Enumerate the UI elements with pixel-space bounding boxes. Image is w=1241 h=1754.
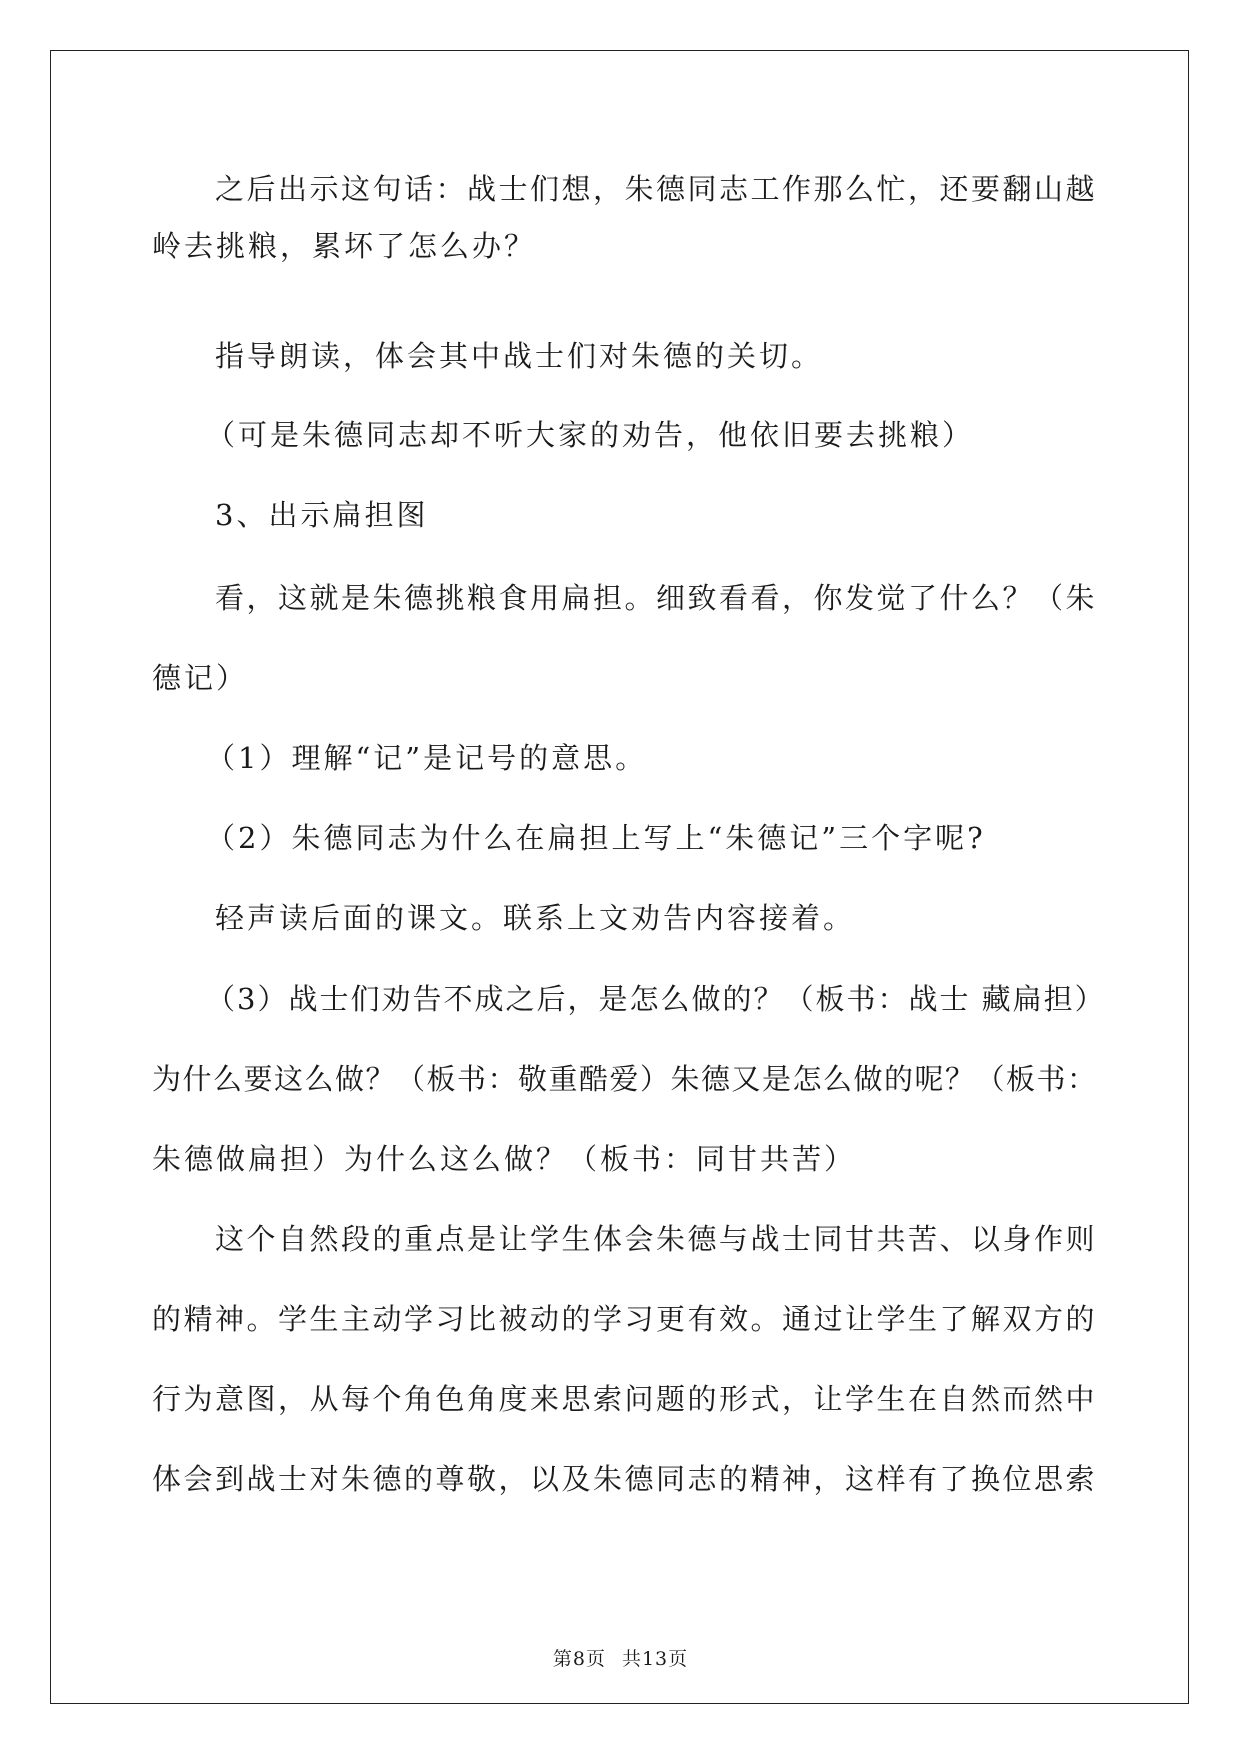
text-line: （3）战士们劝告不成之后，是怎么做的？（板书：战士 藏扁担） (206, 982, 1106, 1016)
text-line: 看，这就是朱德挑粮食用扁担。细致看看，你发觉了什么？（朱 (215, 581, 1098, 615)
text-line: （2）朱德同志为什么在扁担上写上“朱德记”三个字呢? (206, 821, 986, 855)
text-line: 行为意图，从每个角色角度来思索问题的形式，让学生在自然而然中 (152, 1382, 1098, 1416)
text-line: 岭去挑粮，累坏了怎么办？ (152, 229, 537, 263)
page-total: 共13页 (621, 1648, 689, 1670)
text-line: 为什么要这么做？（板书：敬重酷爱）朱德又是怎么做的呢？（板书： (152, 1062, 1098, 1096)
text-line: 轻声读后面的课文。联系上文劝告内容接着。 (215, 901, 856, 935)
text-line: 德记） (152, 661, 249, 695)
text-line: （可是朱德同志却不听大家的劝告，他依旧要去挑粮） (206, 418, 975, 452)
text-line: 体会到战士对朱德的尊敬，以及朱德同志的精神，这样有了换位思索 (152, 1462, 1098, 1496)
page-footer (0, 1644, 1241, 1671)
text-line: 3、出示扁担图 (215, 498, 429, 532)
text-line: 朱德做扁担）为什么这么做？（板书：同甘共苦） (152, 1142, 857, 1176)
text-line: （1）理解“记”是记号的意思。 (206, 741, 648, 775)
text-line: 之后出示这句话：战士们想，朱德同志工作那么忙，还要翻山越 (215, 172, 1098, 206)
page-border (50, 50, 1189, 1704)
text-line: 的精神。学生主动学习比被动的学习更有效。通过让学生了解双方的 (152, 1302, 1098, 1336)
text-line: 这个自然段的重点是让学生体会朱德与战士同甘共苦、以身作则 (215, 1222, 1098, 1256)
page-number: 第8页 (552, 1648, 606, 1670)
text-line: 指导朗读，体会其中战士们对朱德的关切。 (215, 339, 824, 373)
